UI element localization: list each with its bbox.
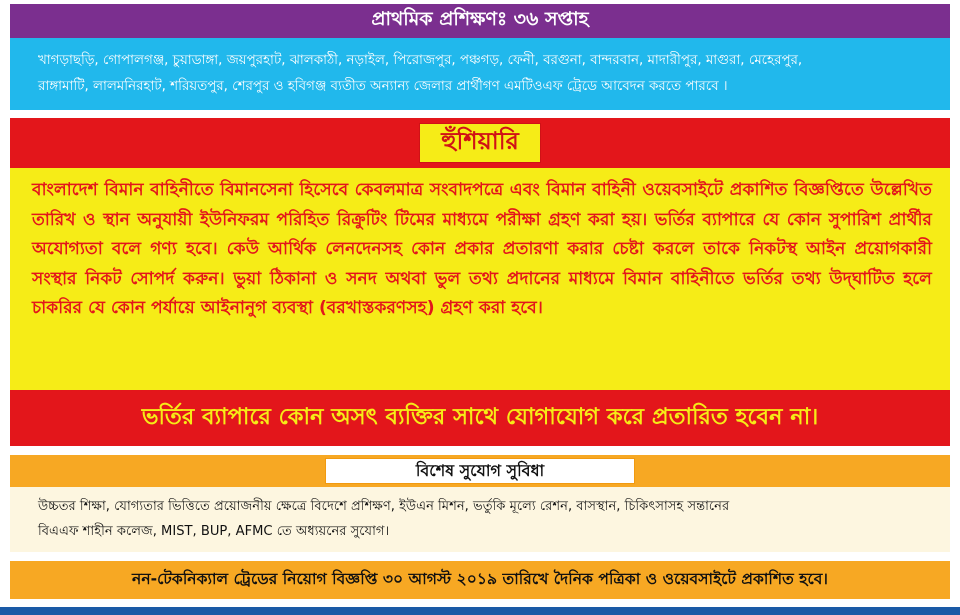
district-line-1: খাগড়াছড়ি, গোপালগঞ্জ, চুয়াডাঙ্গা, জয়পুরহাট, ঝালকাঠী, নড়াইল, পিরোজপুর, পঞ্চগড়, ফেনী, বরগুনা, বান্দরবান, মাদারীপুর, মাগুরা, মেহেরপুর, (38, 53, 803, 68)
benefits-header (10, 455, 950, 487)
benefits-body (10, 487, 950, 552)
training-title-bar (10, 4, 950, 38)
warning-header (10, 118, 950, 168)
footer-notice: নন-টেকনিক্যাল ট্রেডের নিয়োগ বিজ্ঞপ্তি ৩০ আগস্ট ২০১৯ তারিখে দৈনিক পত্রিকা ও ওয়েবসাইটে প্রকাশিত হবে। (10, 561, 950, 599)
bottom-border (0, 607, 960, 615)
warning-body: বাংলাদেশ বিমান বাহিনীতে বিমানসেনা হিসেবে কেবলমাত্র সংবাদপত্রে এবং বিমান বাহিনী ওয়েবসাইটে প্রকাশিত বিজ্ঞপ্তিতে উল্লেখিত তারিখ ও স্থান অনুযায়ী ইউনিফরম পরিহিত রিক্রুটিং টিমের মাধ্যমে পরীক্ষা গ্রহণ করা হয়। ভর্তির ব্যাপারে যে কোন সুপারিশ প্রার্থীর অযোগ্যতা বলে গণ্য হবে। কেউ আর্থিক লেনদেনসহ কোন প্রকার প্রতারণা করার চেষ্টা করলে তাকে নিকটস্থ আইন প্রয়োগকারী সংস্থার নিকট সোপর্দ করুন। ভুয়া ঠিকানা ও সনদ অথবা ভুল তথ্য প্রদানের মাধ্যমে বিমান বাহিনীতে ভর্তির তথ্য উদ্‌ঘাটিত হলে চাকরির যে কোন পর্যায়ে আইনানুগ ব্যবস্থা (বরখাস্তকরণসহ) গ্রহণ করা হবে। (10, 168, 950, 390)
benefits-line-1: উচ্চতর শিক্ষা, যোগ্যতার ভিত্তিতে প্রয়োজনীয় ক্ষেত্রে বিদেশে প্রশিক্ষণ, ইউএন মিশন, ভর্তুকি মূল্যে রেশন, বাসস্থান, চিকিৎসাসহ সন্তানের (38, 499, 730, 514)
training-title: প্রাথমিক প্রশিক্ষণঃ ৩৬ সপ্তাহ (371, 8, 589, 30)
fraud-alert: ভর্তির ব্যাপারে কোন অসৎ ব্যক্তির সাথে যোগাযোগ করে প্রতারিত হবেন না। (10, 390, 950, 446)
benefits-title: বিশেষ সুযোগ সুবিধা (325, 458, 635, 484)
warning-title: হুঁশিয়ারি (419, 123, 541, 163)
benefits-line-2: বিএএফ শাহীন কলেজ, MIST, BUP, AFMC তে অধ্যয়নের সুযোগ। (38, 524, 390, 539)
district-notice (10, 38, 950, 110)
district-line-2: রাঙ্গামাটি, লালমনিরহাট, শরিয়তপুর, শেরপুর ও হবিগঞ্জ ব্যতীত অন্যান্য জেলার প্রার্থীগণ এমটিওএফ ট্রেডে আবেদন করতে পারবে । (38, 79, 728, 94)
